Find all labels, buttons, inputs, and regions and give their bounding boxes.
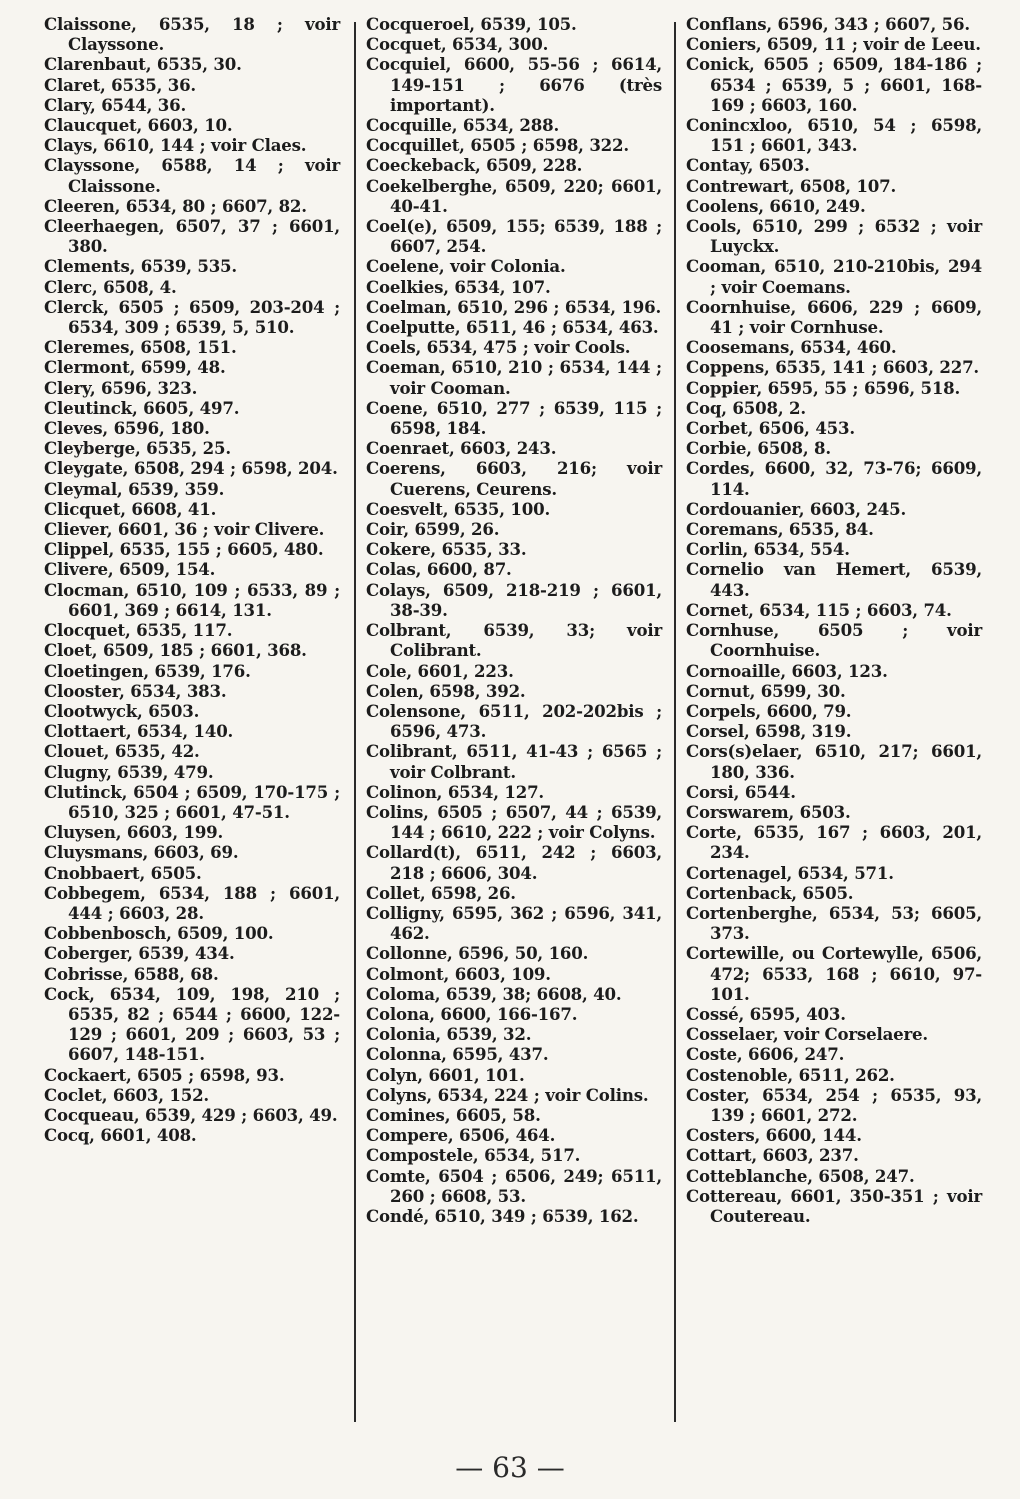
index-entry: Colona, 6600, 166-167.: [366, 1003, 578, 1024]
index-entry: Cock, 6534, 109, 198, 210 ; 6535, 82 ; 6544 ; 6600, 122-129 ; 6601, 209 ; 6603, 53 ; 6607, 148-151.: [44, 983, 340, 1065]
index-entry: Cobrisse, 6588, 68.: [44, 963, 219, 984]
index-entry: Clary, 6544, 36.: [44, 94, 187, 115]
index-entry: Cottereau, 6601, 350-351 ; voir Coutereau.: [686, 1185, 982, 1226]
index-entry: Colen, 6598, 392.: [366, 680, 526, 701]
index-entry: Colmont, 6603, 109.: [366, 963, 551, 984]
index-entry: Coelman, 6510, 296 ; 6534, 196.: [366, 296, 662, 317]
index-entry: Clouet, 6535, 42.: [44, 741, 200, 762]
index-entry: Cluysen, 6603, 199.: [44, 822, 224, 843]
index-entry: Coornhuise, 6606, 229 ; 6609, 41 ; voir Cornhuse.: [686, 296, 982, 338]
index-entry: Coels, 6534, 475 ; voir Cools.: [366, 337, 631, 358]
index-entry: Coniers, 6509, 11 ; voir de Leeu.: [686, 34, 981, 55]
index-entry: Cleerhaegen, 6507, 37 ; 6601, 380.: [44, 216, 340, 257]
index-entry: Clutinck, 6504 ; 6509, 170-175 ; 6510, 325 ; 6601, 47-51.: [44, 781, 340, 822]
index-entry: Corbet, 6506, 453.: [686, 418, 855, 439]
index-entry: Cole, 6601, 223.: [366, 660, 514, 681]
index-entry: Coloma, 6539, 38; 6608, 40.: [366, 983, 622, 1004]
index-entry: Cloetingen, 6539, 176.: [44, 660, 251, 681]
index-entry: Colins, 6505 ; 6507, 44 ; 6539, 144 ; 6610, 222 ; voir Colyns.: [366, 801, 662, 843]
index-entry: Cocquillet, 6505 ; 6598, 322.: [366, 135, 629, 156]
index-entry: Collet, 6598, 26.: [366, 882, 516, 903]
index-entry: Clays, 6610, 144 ; voir Claes.: [44, 135, 307, 156]
index-entry: Cornelio van Hemert, 6539, 443.: [686, 559, 982, 600]
index-entry: Contrewart, 6508, 107.: [686, 175, 897, 196]
index-entry: Cornoaille, 6603, 123.: [686, 660, 888, 681]
index-entry: Collonne, 6596, 50, 160.: [366, 943, 589, 964]
index-entry: Cottart, 6603, 237.: [686, 1145, 859, 1166]
index-entry: Clermont, 6599, 48.: [44, 357, 226, 378]
index-entry: Claucquet, 6603, 10.: [44, 115, 233, 136]
index-entry: Coeckeback, 6509, 228.: [366, 155, 583, 176]
index-entry: Cocqueroel, 6539, 105.: [366, 14, 577, 34]
index-entry: Clippel, 6535, 155 ; 6605, 480.: [44, 539, 324, 560]
index-entry: Coelene, voir Colonia.: [366, 256, 566, 277]
index-entry: Cocqueau, 6539, 429 ; 6603, 49.: [44, 1104, 338, 1125]
index-entry: Cloet, 6509, 185 ; 6601, 368.: [44, 640, 307, 661]
index-entry: Coerens, 6603, 216; voir Cuerens, Ceurens.: [366, 458, 662, 499]
index-column-1: [44, 14, 340, 1145]
index-entry: Clements, 6539, 535.: [44, 256, 237, 277]
index-entry: Cockaert, 6505 ; 6598, 93.: [44, 1064, 285, 1085]
index-entry: Clerc, 6508, 4.: [44, 276, 177, 297]
index-entry: Conincxloo, 6510, 54 ; 6598, 151 ; 6601, 343.: [686, 115, 982, 156]
index-entry: Cnobbaert, 6505.: [44, 862, 202, 883]
index-entry: Cools, 6510, 299 ; 6532 ; voir Luyckx.: [686, 216, 982, 257]
index-entry: Corsi, 6544.: [686, 781, 796, 802]
index-entry: Cocq, 6601, 408.: [44, 1125, 197, 1146]
index-entry: Coeman, 6510, 210 ; 6534, 144 ; voir Cooman.: [366, 357, 662, 398]
index-entry: Costers, 6600, 144.: [686, 1125, 862, 1146]
index-entry: Cobbegem, 6534, 188 ; 6601, 444 ; 6603, 28.: [44, 882, 340, 923]
index-entry: Cornhuse, 6505 ; voir Coornhuise.: [686, 620, 982, 661]
index-entry: Cluysmans, 6603, 69.: [44, 842, 239, 863]
index-entry: Coolens, 6610, 249.: [686, 195, 866, 216]
index-entry: Cleyberge, 6535, 25.: [44, 438, 231, 459]
index-entry: Coelkies, 6534, 107.: [366, 276, 551, 297]
index-entry: Clootwyck, 6503.: [44, 700, 200, 721]
index-entry: Cortenback, 6505.: [686, 882, 854, 903]
index-entry: Claret, 6535, 36.: [44, 74, 196, 95]
column-divider: [674, 22, 676, 1422]
index-entry: Cordes, 6600, 32, 73-76; 6609, 114.: [686, 458, 982, 499]
index-entry: Cooman, 6510, 210-210bis, 294 ; voir Coemans.: [686, 256, 982, 297]
index-entry: Colibrant, 6511, 41-43 ; 6565 ; voir Colbrant.: [366, 741, 662, 782]
index-entry: Clayssone, 6588, 14 ; voir Claissone.: [44, 155, 340, 196]
index-entry: Corsel, 6598, 319.: [686, 721, 852, 742]
index-entry: Colbrant, 6539, 33; voir Colibrant.: [366, 620, 662, 661]
index-entry: Cornet, 6534, 115 ; 6603, 74.: [686, 599, 952, 620]
index-entry: Clery, 6596, 323.: [44, 377, 198, 398]
index-entry: Contay, 6503.: [686, 155, 810, 176]
index-entry: Clocquet, 6535, 117.: [44, 620, 233, 641]
index-entry: Compere, 6506, 464.: [366, 1125, 556, 1146]
index-entry: Coosemans, 6534, 460.: [686, 337, 897, 358]
index-entry: Cleeren, 6534, 80 ; 6607, 82.: [44, 195, 307, 216]
index-entry: Clerck, 6505 ; 6509, 203-204 ; 6534, 309 ; 6539, 5, 510.: [44, 296, 340, 338]
index-entry: Coenraet, 6603, 243.: [366, 438, 557, 459]
index-entry: Conick, 6505 ; 6509, 184-186 ; 6534 ; 6539, 5 ; 6601, 168-169 ; 6603, 160.: [686, 54, 982, 115]
index-entry: Condé, 6510, 349 ; 6539, 162.: [366, 1205, 639, 1226]
index-entry: Coppier, 6595, 55 ; 6596, 518.: [686, 377, 961, 398]
index-entry: Coekelberghe, 6509, 220; 6601, 40-41.: [366, 175, 662, 216]
column-divider: [354, 22, 356, 1422]
index-entry: Colays, 6509, 218-219 ; 6601, 38-39.: [366, 579, 662, 620]
index-entry: Coppens, 6535, 141 ; 6603, 227.: [686, 357, 980, 378]
index-entry: Coel(e), 6509, 155; 6539, 188 ; 6607, 254.: [366, 216, 662, 257]
index-entry: Clooster, 6534, 383.: [44, 680, 227, 701]
index-entry: Conflans, 6596, 343 ; 6607, 56.: [686, 14, 970, 34]
index-entry: Cocquiel, 6600, 55-56 ; 6614, 149-151 ; 6676 (très important).: [366, 54, 662, 115]
index-entry: Corswarem, 6503.: [686, 801, 851, 822]
index-entry: Cortewille, ou Cortewylle, 6506, 472; 6533, 168 ; 6610, 97-101.: [686, 943, 982, 1004]
index-entry: Claissone, 6535, 18 ; voir Clayssone.: [44, 14, 340, 55]
index-entry: Collard(t), 6511, 242 ; 6603, 218 ; 6606, 304.: [366, 842, 662, 883]
index-entry: Corte, 6535, 167 ; 6603, 201, 234.: [686, 822, 982, 863]
index-entry: Cleygate, 6508, 294 ; 6598, 204.: [44, 458, 338, 479]
index-entry: Clugny, 6539, 479.: [44, 761, 214, 782]
index-entry: Colas, 6600, 87.: [366, 559, 512, 580]
index-entry: Coesvelt, 6535, 100.: [366, 498, 551, 519]
index-entry: Colinon, 6534, 127.: [366, 781, 544, 802]
index-entry: Colonia, 6539, 32.: [366, 1024, 532, 1045]
index-entry: Cotteblanche, 6508, 247.: [686, 1165, 915, 1186]
index-entry: Compostele, 6534, 517.: [366, 1145, 581, 1166]
index-entry: Corpels, 6600, 79.: [686, 700, 852, 721]
index-entry: Cordouanier, 6603, 245.: [686, 498, 907, 519]
index-entry: Colyns, 6534, 224 ; voir Colins.: [366, 1084, 649, 1105]
index-entry: Cleremes, 6508, 151.: [44, 337, 237, 358]
index-entry: Cortenberghe, 6534, 53; 6605, 373.: [686, 902, 982, 944]
index-entry: Colyn, 6601, 101.: [366, 1064, 525, 1085]
index-entry: Corbie, 6508, 8.: [686, 438, 831, 459]
index-entry: Cosselaer, voir Corselaere.: [686, 1024, 928, 1045]
index-entry: Colligny, 6595, 362 ; 6596, 341, 462.: [366, 902, 662, 944]
index-entry: Clivere, 6509, 154.: [44, 559, 216, 580]
index-entry: Clicquet, 6608, 41.: [44, 498, 217, 519]
index-entry: Colonna, 6595, 437.: [366, 1044, 549, 1065]
index-entry: Cobbenbosch, 6509, 100.: [44, 923, 274, 944]
index-entry: Comines, 6605, 58.: [366, 1104, 541, 1125]
index-entry: Cocquet, 6534, 300.: [366, 34, 549, 55]
index-column-3: [686, 14, 982, 1226]
index-column-2: [366, 14, 662, 1226]
index-entry: Clarenbaut, 6535, 30.: [44, 54, 242, 75]
index-entry: Coclet, 6603, 152.: [44, 1084, 210, 1105]
index-entry: Clottaert, 6534, 140.: [44, 721, 234, 742]
index-entry: Comte, 6504 ; 6506, 249; 6511, 260 ; 6608, 53.: [366, 1165, 662, 1206]
index-entry: Corlin, 6534, 554.: [686, 539, 850, 560]
index-entry: Cocquille, 6534, 288.: [366, 115, 560, 136]
index-entry: Coremans, 6535, 84.: [686, 519, 874, 540]
index-entry: Cossé, 6595, 403.: [686, 1003, 846, 1024]
index-entry: Cors(s)elaer, 6510, 217; 6601, 180, 336.: [686, 741, 982, 782]
index-entry: Coir, 6599, 26.: [366, 519, 500, 540]
index-entry: Coq, 6508, 2.: [686, 397, 806, 418]
index-entry: Coelputte, 6511, 46 ; 6534, 463.: [366, 317, 659, 338]
index-entry: Cleymal, 6539, 359.: [44, 478, 225, 499]
page-number: — 63 —: [455, 1451, 565, 1484]
index-entry: Cortenagel, 6534, 571.: [686, 862, 894, 883]
index-entry: Cleves, 6596, 180.: [44, 418, 210, 439]
index-entry: Clocman, 6510, 109 ; 6533, 89 ; 6601, 369 ; 6614, 131.: [44, 579, 340, 620]
index-entry: Cornut, 6599, 30.: [686, 680, 846, 701]
index-entry: Coste, 6606, 247.: [686, 1044, 845, 1065]
index-entry: Cokere, 6535, 33.: [366, 539, 527, 560]
index-entry: Cliever, 6601, 36 ; voir Clivere.: [44, 519, 325, 540]
index-entry: Colensone, 6511, 202-202bis ; 6596, 473.: [366, 700, 662, 742]
index-entry: Cleutinck, 6605, 497.: [44, 397, 240, 418]
index-entry: Coberger, 6539, 434.: [44, 943, 235, 964]
index-entry: Costenoble, 6511, 262.: [686, 1064, 895, 1085]
index-entry: Coster, 6534, 254 ; 6535, 93, 139 ; 6601, 272.: [686, 1084, 982, 1125]
index-entry: Coene, 6510, 277 ; 6539, 115 ; 6598, 184.: [366, 397, 662, 439]
